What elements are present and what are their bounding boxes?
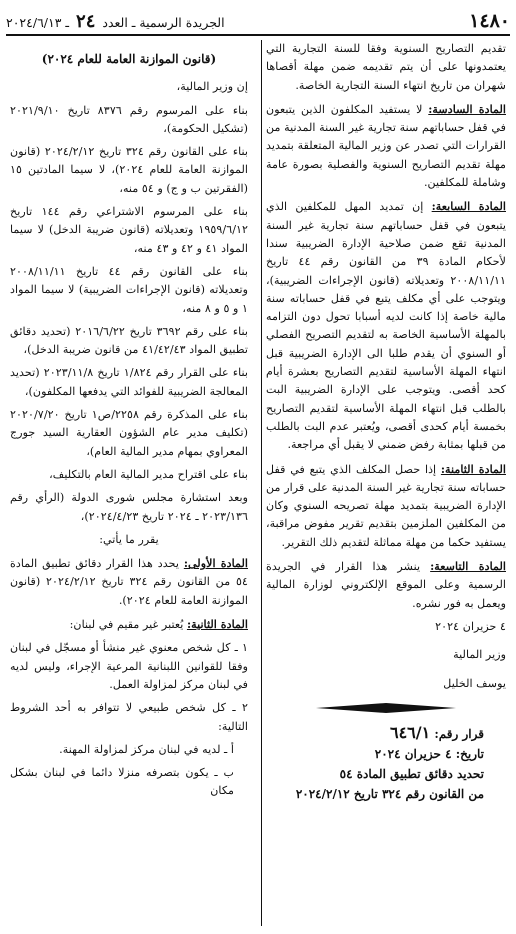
sub-list-item: ب ـ يكون بتصرفه منزلا دائما في لبنان بشكل مكان: [10, 766, 234, 798]
article-2-text: يُعتبر غير مقيم في لبنان:: [69, 618, 184, 632]
article-7: [266, 197, 506, 454]
right-column: [266, 40, 506, 926]
article-2: [10, 615, 248, 634]
decree-label: قرار رقم:: [434, 726, 484, 741]
decree-subject-2: من القانون رقم ٣٢٤ تاريخ ٢٠٢٤/٢/١٢: [295, 786, 484, 801]
list-item: ١ ـ كل شخص معنوي غير منشأ أو مسجّل في لبنان وفقا للقوانين اللبنانية المرعية الإجراء، وليس لديه في لبنان مركز لمزاولة العمل.: [10, 641, 248, 691]
page-number: ١٤٨٠: [469, 10, 510, 32]
preamble-item: بناء على المرسوم الاشتراعي رقم ١٤٤ تاريخ ١٩٥٩/٦/١٢ وتعديلاته (قانون ضريبة الدخل) لا سيما المواد ٤١ و ٤٢ و ٤٣ منه،: [10, 205, 248, 255]
signature-name: يوسف الخليل: [443, 676, 506, 690]
signature-title: وزير المالية: [453, 648, 506, 662]
section-divider: [266, 703, 506, 713]
preamble-item: بناء على رقم ٣٦٩٢ تاريخ ٢٠١٦/٦/٢٢ (تحديد دقائق تطبيق المواد ٤١/٤٢/٤٣ من قانون ضريبة الدخل)،: [10, 324, 248, 357]
preamble-item: بناء على القرار رقم ١/٨٢٤ تاريخ ٢٠٢٣/١١/٨ (تحديد المعالجة الضريبية للفوائد التي يدفعها المكلفون)،: [10, 366, 248, 398]
decree-number: ٦٤٦/١: [389, 722, 431, 742]
preamble-minister: إن وزير المالية،: [176, 80, 248, 94]
preamble-item: بناء على القانون رقم ٤٤ تاريخ ٢٠٠٨/١١/١١ وتعديلاته (قانون الإجراءات الضريبية) لا سيما المواد ١ و ٥ و ٨ منه،: [10, 264, 249, 315]
article-1-text: يحدد هذا القرار دقائق تطبيق المادة ٥٤ من القانون رقم ٣٢٤ تاريخ ٢٠٢٤/٢/١٢ (قانون الموازنة العامة للعام ٢٠٢٤).: [10, 557, 248, 607]
sub-list-item: أ ـ لديه في لبنان مركز لمزاولة المهنة.: [59, 742, 234, 756]
continued-paragraph: تقديم التصاريح السنوية وفقا للسنة التجارية التي يعتمدونها على أن يتم تقديمه ضمن مهلة أقصاها شهران من تاريخ انتهاء السنة التجارية الخاصة.: [266, 42, 506, 92]
issue-number: ٢٤: [76, 11, 96, 32]
article-1-label: المادة الأولى:: [183, 556, 249, 571]
preamble-item: وبعد استشارة مجلس شورى الدولة (الرأي رقم ٢٠٢٣/١٣٦ ـ ٢٠٢٤ تاريخ ٢٠٢٤/٤/٢٣)،: [10, 491, 248, 523]
decree-date: تاريخ: ٤ حزيران ٢٠٢٤: [374, 746, 484, 761]
article-6-label: المادة السادسة:: [428, 101, 506, 116]
decree-heading: [266, 723, 484, 804]
preamble-item: بناء على القانون رقم ٣٢٤ تاريخ ٢٠٢٤/٢/١٢ (قانون الموازنة العامة للعام ٢٠٢٤)، لا سيما المادتين ١٥ (الفقرتين ب و ج) و ٥٤ منه،: [10, 145, 248, 195]
issue-date: ـ ٢٠٢٤/٦/١٣: [6, 15, 70, 30]
law-title: (قانون الموازنة العامة للعام ٢٠٢٤): [41, 52, 217, 66]
left-column: [10, 40, 248, 926]
article-1: [10, 554, 248, 610]
divider-ornament: [316, 703, 456, 713]
article-9: [266, 557, 506, 613]
signature-block: [266, 618, 506, 693]
signature-date: ٤ حزيران ٢٠٢٤: [435, 619, 506, 633]
decree-subject-1: تحديد دقائق تطبيق المادة ٥٤: [339, 766, 484, 781]
column-rule: [261, 40, 262, 926]
article-2-label: المادة الثانية:: [186, 617, 248, 632]
article-7-text: إن تمديد المهل للمكلفين الذي يتبعون في قفل حساباتهم سنة تجارية غير السنة المدنية تقع ضمن صلاحية الإدارة الضريبية سندا لأحكام المادة ٣٩ من القانون رقم ٤٤ تاريخ ٢٠٠٨/١١/١١ وتعديلاته (قانون الإجراءات الضريبية)، ويتوجب على أي مكلف يتبع في قفل حساباته سنة مالية خاصة إذا كانت لديه أسبابا تحول دون التزامه بالمهلة الأساسية الخاصة به لتقديم التصريح الفصلي أو السنوي أن يقدم طلبا الى الإدارة الضريبية قبل انتهاء المهلة الأساسية لتقديم التصاريح بعشرة أيام كحد أقصى. ويتوجب على الإدارة الضريبية البت بالطلب قبل انتهاء المهلة الأساسية لتقديم التصاريح بخمسة أيام كحدى أقصى، ويُعتبر عدم البت بالطلب من قبلها بمثابة رفض ضمني لا يقبل أي مراجعة.: [266, 200, 506, 452]
page-header: [6, 6, 510, 36]
article-8-label: المادة الثامنة:: [440, 461, 506, 476]
article-8-text: إذا حصل المكلف الذي يتبع في قفل حساباته سنة تجارية غير السنة المدنية على قرار من الإدارة الضريبية بتمديد مهلة تصريحه السنوي وكان من المكلفين الملزمين بتقديم تقرير مفوض مراقبة، يستفيد حكما من مهلة مماثلة لتقديم ذلك التقرير.: [266, 462, 506, 549]
article-8: [266, 460, 506, 552]
article-6-text: لا يستفيد المكلفون الذين يتبعون في قفل حساباتهم سنة تجارية غير السنة المدنية من القرارات التي تصدر عن وزير المالية المتعلقة بتمديد مهلة تقديم التصاريح السنوية والفصلية بصورة عامة وشاملة للمكلفين.: [266, 102, 506, 190]
preamble-item: بناء على المذكرة رقم ٢٢٥٨/ص١ تاريخ ٢٠٢٠/٧/٢٠ (تكليف مدير عام الشؤون العقارية السيد جورج المعراوي بمهام مدير المالية العام)،: [10, 408, 248, 458]
preamble-item: بناء على اقتراح مدير المالية العام بالتكليف،: [49, 467, 248, 481]
list-item: ٢ ـ كل شخص طبيعي لا تتوافر به أحد الشروط التالية:: [10, 701, 248, 733]
article-9-text: ينشر هذا القرار في الجريدة الرسمية وعلى الموقع الإلكتروني لوزارة المالية ويعمل به فور نشره.: [266, 560, 506, 610]
preamble-item: بناء على المرسوم رقم ٨٣٧٦ تاريخ ٢٠٢١/٩/١٠ (تشكيل الحكومة)،: [10, 103, 248, 135]
decides-line: يقرر ما يأتي:: [99, 532, 159, 546]
article-6: [266, 100, 506, 192]
running-header: [6, 11, 225, 32]
article-9-label: المادة التاسعة:: [430, 559, 506, 574]
article-7-label: المادة السابعة:: [431, 199, 506, 214]
gazette-name: الجريدة الرسمية ـ العدد: [102, 15, 225, 30]
